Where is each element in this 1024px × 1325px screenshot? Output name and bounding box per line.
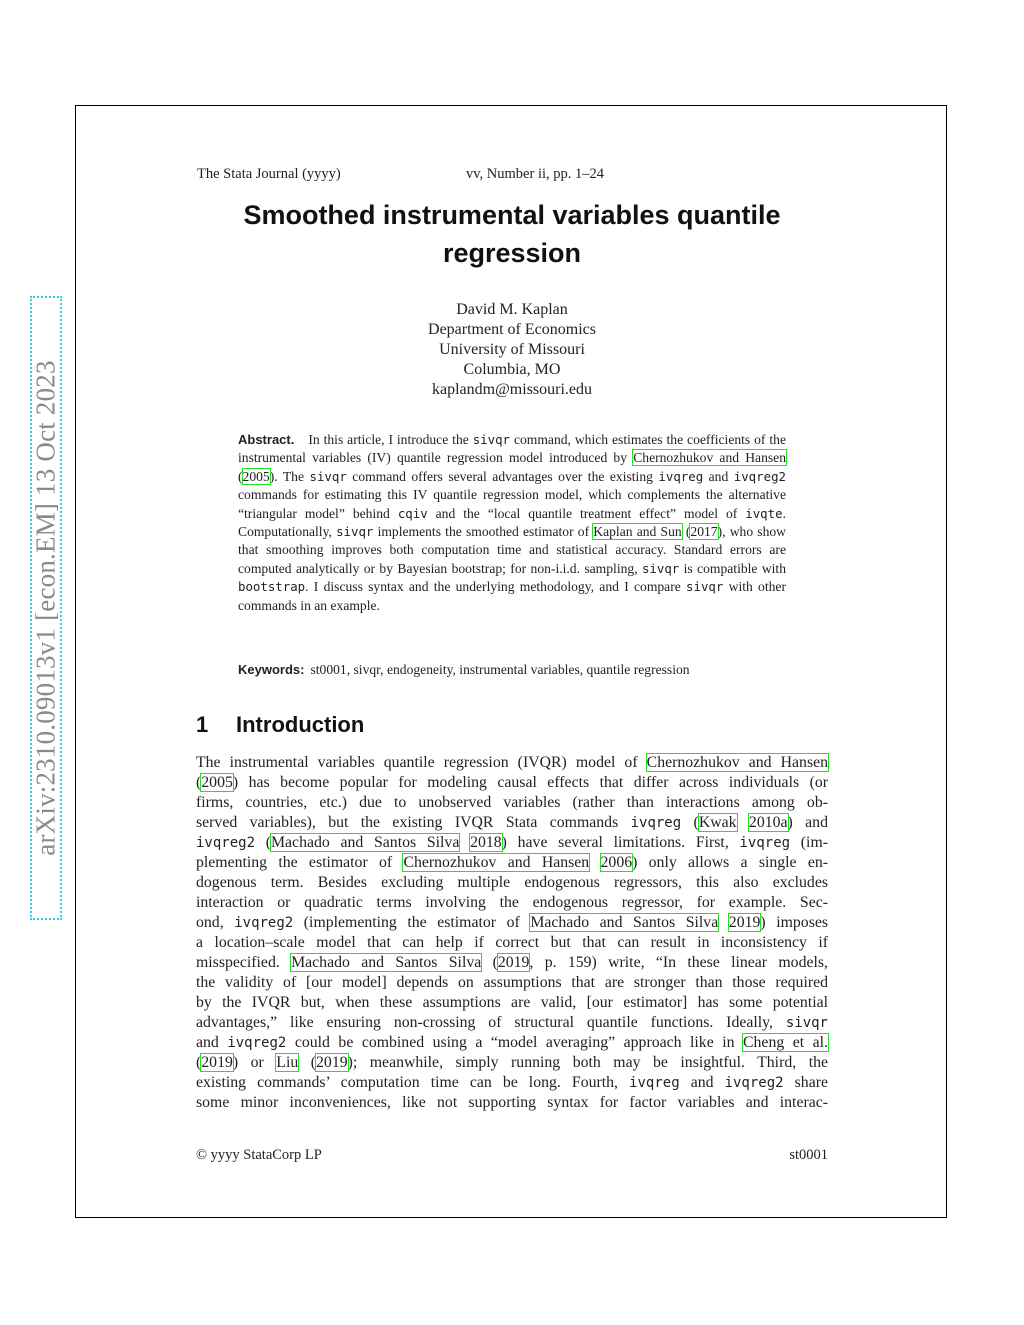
text-fragment: ) have several limitations. First, [501, 834, 740, 851]
text-fragment: The instrumental variables quantile regression (IVQR) model of [196, 754, 647, 771]
text-fragment: (implementing the estimator of [293, 914, 531, 931]
code-ivqte: ivqte [745, 505, 783, 521]
text-line [196, 813, 828, 833]
text-line [196, 853, 828, 873]
citation-link[interactable]: 2019 [201, 1054, 233, 1071]
arxiv-id: arXiv:2310.09013v1 [econ.EM] 13 Oct 2023 [30, 360, 61, 856]
text-line [196, 893, 828, 913]
citation-link[interactable]: 2005 [201, 774, 233, 791]
text-fragment: , p. 159) write, “In these linear models, [529, 954, 828, 971]
journal-volume: vv, Number ii, pp. 1–24 [466, 166, 605, 182]
abstract-label: Abstract. [238, 432, 295, 447]
article-id: st0001 [789, 1147, 828, 1163]
author-block [196, 300, 828, 400]
citation-link[interactable]: Machado and Santos Silva [271, 834, 460, 851]
page-footer [196, 1147, 828, 1164]
text-line [196, 1073, 828, 1093]
citation-link[interactable]: Machado and Santos Silva [530, 914, 719, 931]
code-ivqreg: ivqreg [658, 468, 704, 484]
author-department: Department of Economics [428, 321, 596, 338]
author-name: David M. Kaplan [456, 301, 568, 318]
code-ivqreg: ivqreg [630, 815, 682, 831]
text-fragment: ( [298, 1054, 317, 1071]
paper-title: Smoothed instrumental variables quantile regression [243, 200, 781, 268]
text-line [196, 1053, 828, 1073]
code-sivqr: sivqr [785, 1015, 828, 1031]
citation-link[interactable]: 2010a [748, 814, 788, 831]
journal-name: The Stata Journal (yyyy) [197, 166, 341, 182]
section-heading [196, 712, 364, 738]
text-fragment: ( [255, 834, 271, 851]
code-ivqreg2: ivqreg2 [227, 1035, 287, 1051]
citation-link[interactable]: Machado and Santos Silva [291, 954, 482, 971]
text-fragment: the validity of [our model] depends on assumptions that are stronger than those required [196, 974, 828, 991]
text-line [196, 1093, 828, 1113]
code-sivqr: sivqr [472, 432, 511, 447]
citation-link[interactable]: Kwak [698, 814, 737, 831]
text-line [196, 953, 828, 973]
text-fragment: could be combined using a “model averaging” approach like in [286, 1034, 743, 1051]
text-fragment: (im- [790, 834, 828, 851]
text-line [196, 993, 828, 1013]
keywords [238, 661, 786, 679]
text-fragment: interaction or quadratic terms involving the endogenous regressor, for example. Sec- [196, 894, 828, 911]
citation-link[interactable]: Kaplan and Sun [593, 524, 682, 540]
text-line [196, 773, 828, 793]
author-location: Columbia, MO [463, 361, 561, 378]
citation-link[interactable]: Cheng et al. [743, 1034, 828, 1051]
text-fragment [459, 834, 470, 851]
text-line [196, 973, 828, 993]
author-email[interactable]: kaplandm@missouri.edu [431, 381, 593, 398]
code-bootstrap: bootstrap [238, 579, 306, 595]
code-ivqreg: ivqreg [629, 1075, 680, 1091]
citation-link[interactable]: Chernozhukov and Hansen [403, 854, 590, 871]
text-fragment: and [196, 1034, 228, 1051]
text-line [196, 913, 828, 933]
citation-link[interactable]: Chernozhukov and Hansen [633, 450, 786, 466]
keywords-text: st0001, sivqr, endogeneity, instrumental variables, quantile regression [310, 662, 690, 677]
text-line [196, 793, 828, 813]
text-fragment: dogenous term. Besides excluding multiple endogenous regressors, this also excludes [196, 874, 828, 891]
text-line [196, 753, 828, 773]
keywords-label: Keywords: [238, 662, 305, 677]
text-fragment: ( [196, 1054, 202, 1071]
code-sivqr: sivqr [641, 560, 680, 576]
text-fragment: ) only allows a single en- [632, 854, 829, 871]
text-fragment [718, 914, 729, 931]
text-fragment: ( [196, 774, 202, 791]
text-fragment: share [783, 1074, 828, 1091]
author-university: University of Missouri [439, 341, 585, 358]
citation-link[interactable]: Liu [276, 1054, 299, 1071]
section-title: Introduction [236, 712, 365, 737]
text-line [196, 833, 828, 853]
text-line [196, 933, 828, 953]
code-cqiv: cqiv [397, 505, 428, 521]
text-line [196, 873, 828, 893]
text-fragment: ( [481, 954, 498, 971]
citation-year-link[interactable]: 2017 [690, 524, 718, 540]
copyright: © yyyy StataCorp LP [196, 1147, 322, 1163]
text-fragment: ) imposes [760, 914, 828, 931]
text-fragment: ) has become popular for modeling causal effects that differ across individuals (or [232, 774, 828, 791]
arxiv-sidebar[interactable] [30, 296, 62, 920]
text-fragment: advantages,” like ensuring non-crossing of structural quantile functions. Ideally, [196, 1014, 786, 1031]
text-fragment: served variables), but the existing IVQR Stata commands [196, 814, 631, 831]
text-fragment: ); meanwhile, simply running both may be insightful. Third, the [347, 1054, 828, 1071]
introduction-text [196, 753, 828, 1113]
code-ivqreg2: ivqreg2 [196, 835, 256, 851]
text-fragment: ond, [196, 914, 235, 931]
code-sivqr: sivqr [309, 468, 347, 484]
section-number: 1 [196, 712, 209, 737]
text-fragment [737, 814, 749, 831]
text-fragment: firms, countries, etc.) due to unobserved variables (rather than interactions among ob- [196, 794, 828, 811]
text-fragment: ) or [232, 1054, 277, 1071]
citation-link[interactable]: 2018 [470, 834, 502, 851]
citation-link[interactable]: 2019 [728, 914, 761, 931]
text-fragment: and [679, 1074, 725, 1091]
text-fragment: ( [681, 814, 699, 831]
code-ivqreg2: ivqreg2 [234, 915, 294, 931]
text-fragment: existing commands’ computation time can be long. Fourth, [196, 1074, 630, 1091]
code-ivqreg: ivqreg [739, 835, 791, 851]
text-fragment: plementing the estimator of [196, 854, 404, 871]
code-sivqr: sivqr [336, 524, 374, 540]
text-fragment: some minor inconveniences, like not supporting syntax for factor variables and interac- [196, 1094, 828, 1111]
code-ivqreg2: ivqreg2 [724, 1075, 784, 1091]
text-fragment: by the IVQR but, when these assumptions are valid, [our estimator] has some potential [196, 994, 828, 1011]
citation-link[interactable]: 2019 [316, 1054, 348, 1071]
citation-link[interactable]: Chernozhukov and Hansen [646, 754, 828, 771]
text-line [196, 1013, 828, 1033]
code-sivqr: sivqr [686, 579, 724, 595]
text-fragment [589, 854, 600, 871]
citation-year-link[interactable]: 2005 [242, 468, 270, 484]
citation-link[interactable]: 2006 [600, 854, 633, 871]
code-ivqreg2: ivqreg2 [733, 468, 786, 484]
text-fragment: misspecified. [196, 954, 292, 971]
abstract: Abstract. In this article, I introduce the sivqr command, which estimates the coefficients of the instrumental variables (IV) quantile regression model introduced by Chernozhukov and Hansen (2005). The sivqr command offers several advantages over the existing ivqreg and ivqreg2 commands for estimating this IV quantile regression model, which complements the alternative “triangular model” behind cqiv and the “local quantile treatment effect” model of ivqte. Computationally, sivqr implements the smoothed estimator of Kaplan and Sun (2017), who show that smoothing improves both computation time and statistical accuracy. Standard errors are computed analytically or by Bayesian bootstrap; for non-i.i.d. sampling, sivqr is compatible with bootstrap. I discuss syntax and the underlying methodology, and I compare sivqr with other commands in an example. [238, 432, 786, 613]
text-line [196, 1033, 828, 1053]
citation-link[interactable]: 2019 [497, 954, 530, 971]
text-fragment: ) and [787, 814, 828, 831]
text-fragment: a location–scale model that can help if correct but that can result in inconsistency if [196, 934, 828, 951]
